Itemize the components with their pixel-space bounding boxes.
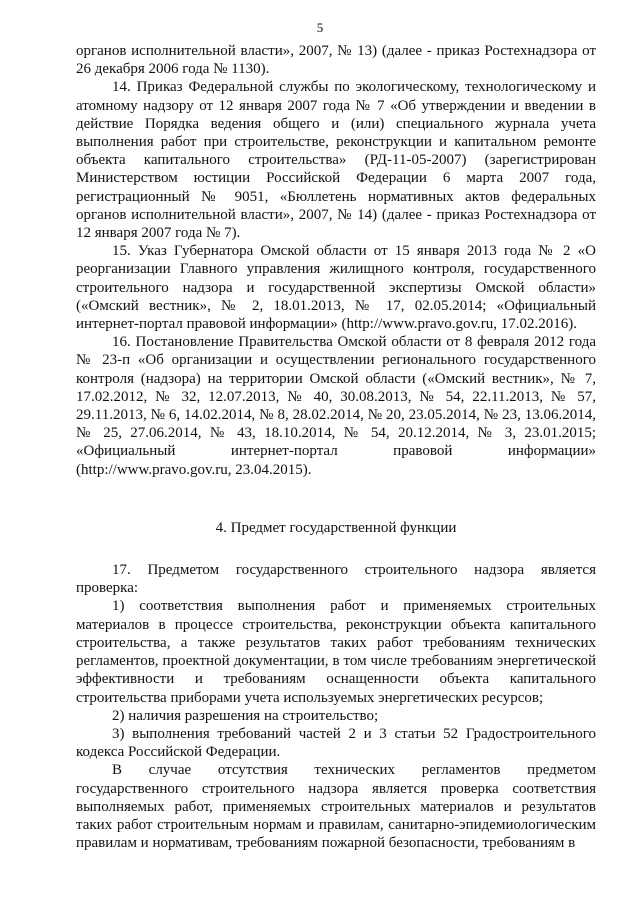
paragraph-item-15: 15. Указ Губернатора Омской области от 15 января 2013 года № 2 «О реорганизации Главного управления жилищного контроля, государственного строительного надзора и государственной экспертизы Омской области» («Омский вестник», № 2, 18.01.2013, № 17, 02.05.2014; «Официальный интернет-портал правовой информации» (http://www.pravo.gov.ru, 17.02.2016).: [76, 243, 596, 333]
paragraph-continuation: органов исполнительной власти», 2007, № 13) (далее - приказ Ростехнадзора от 26 декабря 2006 года № 1130).: [76, 43, 596, 78]
list-item-3: 3) выполнения требований частей 2 и 3 статьи 52 Градостроительного кодекса Российской Федерации.: [76, 725, 596, 761]
list-item-1: 1) соответствия выполнения работ и применяемых строительных материалов в процессе строительства, реконструкции объекта капитального строительства, а также результатов таких работ требованиям технических регламентов, проектной документации, в том числе требованиям энергетической эффективности и требованиям оснащенности объекта капитального строительства приборами учета используемых энергетических ресурсов;: [76, 598, 596, 706]
paragraph-item-14: 14. Приказ Федеральной службы по экологическому, технологическому и атомному надзору от 12 января 2007 года № 7 «Об утверждении и введении в действие Порядка ведения общего и (или) специального журнала учета выполнения работ при строительстве, реконструкции и капитальном ремонте объекта капитального строительства» (РД-11-05-2007) (зарегистрирован Министерством юстиции Российской Федерации 6 марта 2007 года, регистрационный № 9051, «Бюллетень нормативных актов федеральных органов исполнительной власти», 2007, № 14) (далее - приказ Ростехнадзора от 12 января 2007 года № 7).: [76, 79, 596, 242]
section-heading: 4. Предмет государственной функции: [215, 519, 457, 536]
document-body: [76, 42, 596, 852]
list-item-2: 2) наличия разрешения на строительство;: [112, 707, 379, 724]
paragraph-item-16: 16. Постановление Правительства Омской области от 8 февраля 2012 года № 23-п «Об организации и осуществлении регионального государственного контроля (надзора) на территории Омской области («Омский вестник», № 7, 17.02.2012, № 32, 12.07.2013, № 40, 30.08.2013, № 54, 22.11.2013, № 57, 29.11.2013, № 6, 14.02.2014, № 8, 28.02.2014, № 20, 23.05.2014, № 23, 13.06.2014, № 25, 27.06.2014, № 43, 18.10.2014, № 54, 20.12.2014, № 3, 23.01.2015; «Официальный интернет-портал правовой информации» (http://www.pravo.gov.ru, 23.04.2015).: [76, 334, 596, 478]
paragraph-no-regulations: В случае отсутствия технических регламентов предметом государственного строительного надзора является проверка соответствия выполняемых работ, применяемых строительных материалов и результатов таких работ строительным нормам и правилам, санитарно-эпидемиологическим правилам и нормативам, требованиям пожарной безопасности, требованиям в: [76, 762, 596, 852]
page-number: 5: [316, 20, 324, 35]
paragraph-item-17: 17. Предметом государственного строительного надзора является проверка:: [76, 562, 596, 597]
